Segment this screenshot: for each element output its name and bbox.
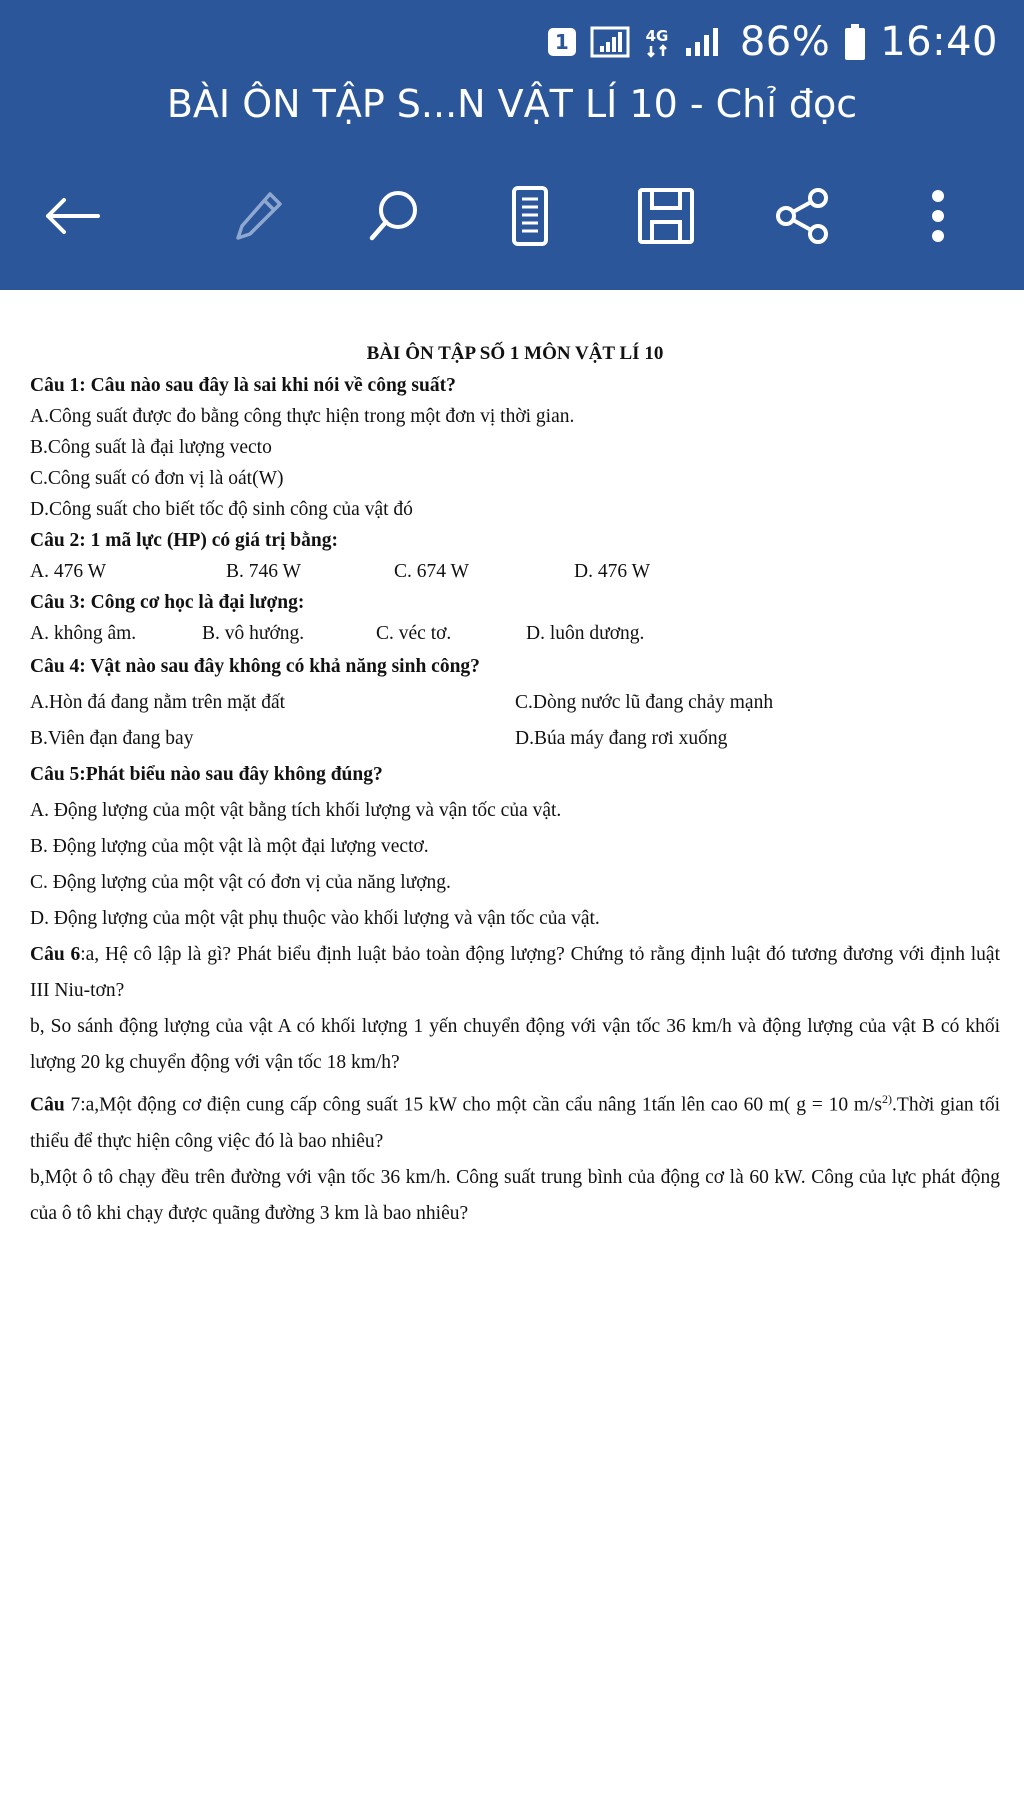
q2-option-d: D. 476 W [574,561,651,582]
q2-options [30,556,1000,587]
status-bar [548,14,998,70]
edit-button[interactable] [218,176,298,256]
reading-view-button[interactable] [490,176,570,256]
q3-option-b: B. vô hướng. [202,623,305,644]
share-button[interactable] [762,176,842,256]
notification-badge: 1 [548,28,576,56]
q7-part-a-text-2: .Thời gian tối thiểu để thực hiện công việc đó là bao nhiêu? [30,1094,1000,1152]
save-icon [636,186,696,246]
question-6-part-b: b, So sánh động lượng của vật A có khối lượng 1 yến chuyển động với vận tốc 36 km/h và động lượng của vật B có khối lượng 20 kg chuyển động với vận tốc 18 km/h? [30,1016,1000,1073]
q1-option-d: D.Công suất cho biết tốc độ sinh công của vật đó [30,499,413,520]
q4-option-a: A.Hòn đá đang nằm trên mặt đất [30,692,286,713]
q2-option-a: A. 476 W [30,561,107,582]
q2-option-b: B. 746 W [226,561,301,582]
q4-options-row-2 [30,721,1000,757]
question-7-part-b: b,Một ô tô chạy đều trên đường với vận tốc 36 km/h. Công suất trung bình của động cơ là 60 kW. Công của lực phát động của ô tô khi chạy được quãng đường 3 km là bao nhiêu? [30,1166,1000,1224]
toolbar [0,176,1024,256]
question-1: Câu 1: Câu nào sau đây là sai khi nói về công suất? [30,375,456,396]
q4-option-c: C.Dòng nước lũ đang chảy mạnh [515,692,774,713]
q3-option-a: A. không âm. [30,623,137,644]
q1-option-c: C.Công suất có đơn vị là oát(W) [30,468,284,489]
more-options-button[interactable] [898,176,978,256]
question-4: Câu 4: Vật nào sau đây không có khả năng sinh công? [30,656,480,677]
battery-icon [844,23,866,61]
search-button[interactable] [354,176,434,256]
q4-options-row-1 [30,685,1000,721]
q4-option-b: B.Viên đạn đang bay [30,728,194,749]
q5-option-b: B. Động lượng của một vật là một đại lượng vectơ. [30,836,429,857]
q6-label: Câu 6 [30,944,81,965]
question-3: Câu 3: Công cơ học là đại lượng: [30,592,305,613]
back-button[interactable] [32,176,112,256]
q2-option-c: C. 674 W [394,561,469,582]
document-body [30,338,1000,1232]
q1-option-b: B.Công suất là đại lượng vecto [30,437,272,458]
q1-option-a: A.Công suất được đo bằng công thực hiện trong một đơn vị thời gian. [30,406,575,427]
network-4g-icon [644,25,670,59]
q3-options [30,618,1000,649]
cell-signal-icon [684,26,726,58]
battery-percentage: 86% [739,19,831,65]
save-button[interactable] [626,176,706,256]
q3-option-d: D. luôn dương. [526,623,645,644]
reading-view-icon [508,185,552,247]
sim-signal-icon [590,26,630,58]
q5-option-d: D. Động lượng của một vật phụ thuộc vào khối lượng và vận tốc của vật. [30,908,600,929]
question-7-part-a [30,1081,1000,1160]
q3-option-c: C. véc tơ. [376,623,452,644]
document-heading: BÀI ÔN TẬP SỐ 1 MÔN VẬT LÍ 10 [366,343,664,364]
question-5: Câu 5:Phát biểu nào sau đây không đúng? [30,764,383,785]
search-icon [364,186,424,246]
network-type-label: 4G [645,27,669,45]
q4-option-d: D.Búa máy đang rơi xuống [515,728,728,749]
share-icon [772,186,832,246]
q5-option-a: A. Động lượng của một vật bằng tích khối lượng và vận tốc của vật. [30,800,562,821]
question-2: Câu 2: 1 mã lực (HP) có giá trị bằng: [30,530,338,551]
more-vert-icon [928,186,948,246]
app-bar [0,0,1024,290]
clock: 16:40 [880,19,998,65]
q5-option-c: C. Động lượng của một vật có đơn vị của năng lượng. [30,872,451,893]
q7-superscript: 2) [882,1092,893,1106]
q7-label: Câu [30,1094,65,1116]
back-arrow-icon [42,196,102,236]
document-title: BÀI ÔN TẬP S...N VẬT LÍ 10 - Chỉ đọc [166,82,858,126]
q6-part-a-text: :a, Hệ cô lập là gì? Phát biểu định luật bảo toàn động lượng? Chứng tỏ rằng định luật đó tương đương với định luật III Niu-tơn? [30,944,1000,1001]
q7-part-a-text-1: 7:a,Một động cơ điện cung cấp công suất 15 kW cho một cần cẩu nâng 1tấn lên cao 60 m( g = 10 m/s [64,1094,883,1116]
question-6-part-a [30,937,1000,1009]
pencil-icon [230,188,286,244]
